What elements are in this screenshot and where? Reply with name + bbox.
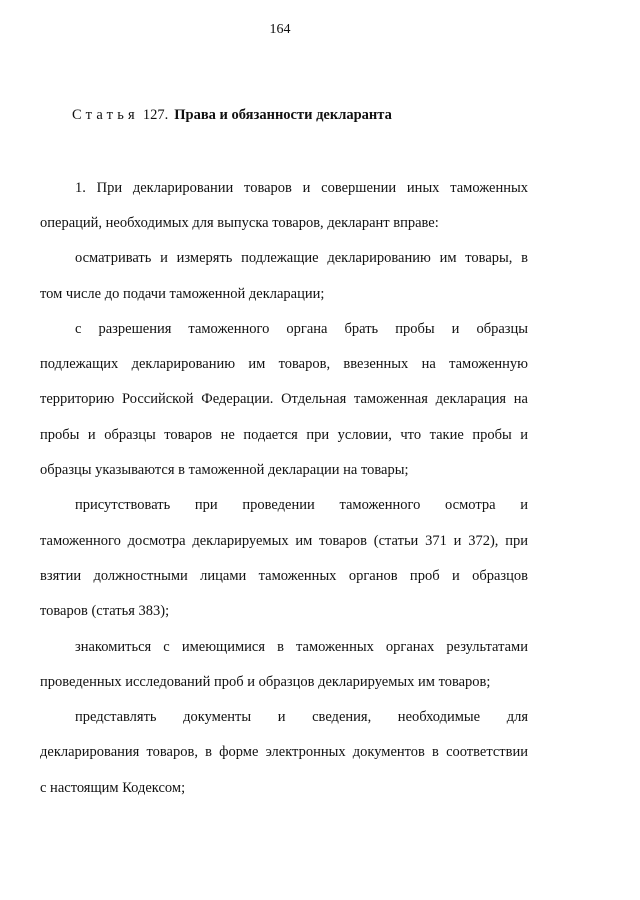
page-number: 164	[269, 22, 291, 37]
paragraph-line: пробы и образцы товаров не подается при условии, что такие пробы и	[40, 427, 528, 443]
paragraph-line: осматривать и измерять подлежащие декларированию им товары, в	[75, 250, 528, 266]
paragraph-line: знакомиться с имеющимися в таможенных органах результатами	[75, 639, 528, 655]
paragraph-line: 1. При декларировании товаров и совершении иных таможенных	[75, 180, 528, 196]
paragraph-line: операций, необходимых для выпуска товаров, декларант вправе:	[40, 215, 439, 231]
paragraph-line: том числе до подачи таможенной декларации;	[40, 286, 325, 302]
paragraph-line: присутствовать при проведении таможенного осмотра и	[75, 497, 528, 513]
article-title: Права и обязанности декларанта	[174, 107, 392, 123]
paragraph-line: с разрешения таможенного органа брать пробы и образцы	[75, 321, 528, 337]
paragraph-line: с настоящим Кодексом;	[40, 780, 186, 796]
paragraph-line: таможенного досмотра декларируемых им товаров (статьи 371 и 372), при	[40, 533, 528, 549]
paragraph-line: представлять документы и сведения, необходимые для	[75, 709, 528, 725]
article-number: 127.	[142, 107, 169, 123]
paragraph-line: территорию Российской Федерации. Отдельная таможенная декларация на	[40, 391, 528, 407]
paragraph-line: взятии должностными лицами таможенных органов проб и образцов	[40, 568, 528, 584]
paragraph-line: подлежащих декларированию им товаров, ввезенных на таможенную	[40, 356, 528, 372]
paragraph-line: образцы указываются в таможенной декларации на товары;	[40, 462, 409, 478]
paragraph-line: проведенных исследований проб и образцов декларируемых им товаров;	[40, 674, 491, 690]
article-word: Статья	[72, 107, 139, 123]
paragraph-line: товаров (статья 383);	[40, 603, 170, 619]
article-heading	[72, 107, 392, 124]
paragraph-line: декларирования товаров, в форме электронных документов в соответствии	[40, 744, 528, 760]
